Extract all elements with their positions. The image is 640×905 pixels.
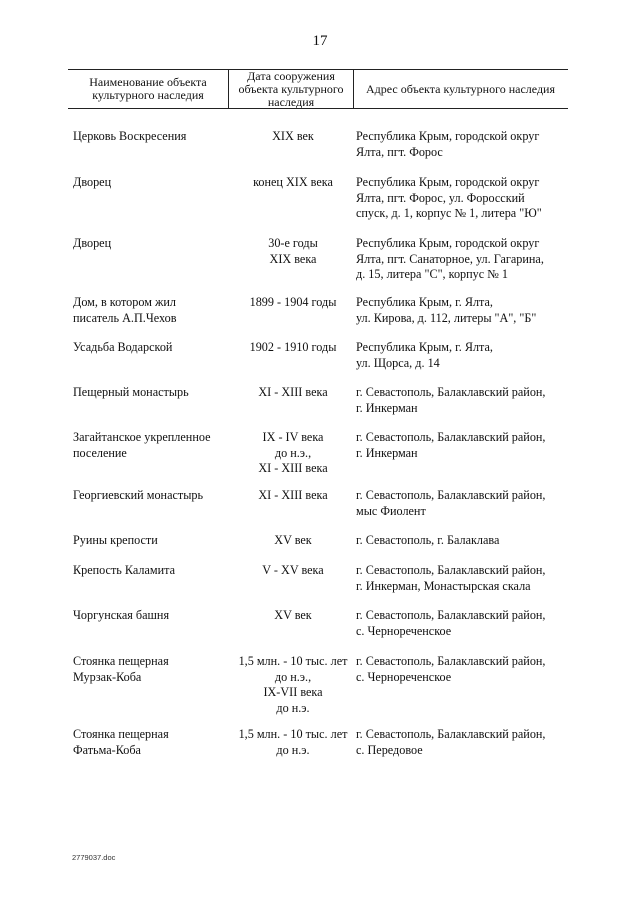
row-name: Руины крепости [73,533,158,547]
row-address: г. Севастополь, г. Балаклава [356,533,500,547]
row-date: 1902 - 1910 годы [249,340,337,354]
row-date: XI - XIII века [258,385,328,399]
row-date: 30-е годы XIX века [268,236,318,266]
row-address: Республика Крым, г. Ялта, ул. Щорса, д. 14 [356,340,493,370]
row-address: г. Севастополь, Балаклавский район, г. Инкерман, Монастырская скала [356,563,546,593]
row-address: Республика Крым, городской округ Ялта, пгт. Санаторное, ул. Гагарина, д. 15, литера "С", корпус № 1 [356,236,544,281]
row-name: Церковь Воскресения [73,129,187,143]
footer-filename: 2779037.doc [72,853,116,862]
row-name: Дворец [73,175,112,189]
row-name: Дом, в котором жил писатель А.П.Чехов [73,295,177,325]
row-date: 1,5 млн. - 10 тыс. лет до н.э. [238,727,348,757]
row-address: г. Севастополь, Балаклавский район, с. Чернореченское [356,608,546,638]
row-name: Пещерный монастырь [73,385,189,399]
row-date: IX - IV века до н.э., XI - XIII века [258,430,328,475]
header-name: Наименование объекта культурного наследия [89,75,207,102]
row-date: V - XV века [262,563,324,577]
row-name: Загайтанское укрепленное поселение [73,430,211,460]
row-name: Георгиевский монастырь [73,488,204,502]
row-name: Дворец [73,236,112,250]
row-date: XIX век [272,129,314,143]
row-name: Усадьба Водарской [73,340,173,354]
table-header [68,70,568,108]
row-date: 1899 - 1904 годы [249,295,337,309]
row-name: Чоргунская башня [73,608,170,622]
row-name: Стоянка пещерная Мурзак-Коба [73,654,169,684]
row-date: 1,5 млн. - 10 тыс. лет до н.э., IX-VII века до н.э. [238,654,348,715]
row-date: XV век [274,533,312,547]
row-date: XV век [274,608,312,622]
row-date: XI - XIII века [258,488,328,502]
header-bottom-rule [68,108,568,109]
row-address: г. Севастополь, Балаклавский район, г. Инкерман [356,430,546,460]
row-address: г. Севастополь, Балаклавский район, мыс Фиолент [356,488,546,518]
header-date: Дата сооружения объекта культурного наследия [228,70,354,108]
row-address: г. Севастополь, Балаклавский район, г. Инкерман [356,385,546,415]
row-date: конец XIX века [253,175,333,189]
page-number: 17 [312,33,328,49]
header-address: Адрес объекта культурного наследия [366,81,555,96]
row-address: г. Севастополь, Балаклавский район, с. Чернореченское [356,654,546,684]
row-address: г. Севастополь, Балаклавский район, с. Передовое [356,727,546,757]
row-name: Стоянка пещерная Фатьма-Коба [73,727,169,757]
row-address: Республика Крым, городской округ Ялта, пгт. Форос, ул. Форосский спуск, д. 1, корпус № 1, литера "Ю" [356,175,542,220]
row-name: Крепость Каламита [73,563,175,577]
row-address: Республика Крым, городской округ Ялта, пгт. Форос [356,129,540,159]
row-address: Республика Крым, г. Ялта, ул. Кирова, д. 112, литеры "А", "Б" [356,295,537,325]
